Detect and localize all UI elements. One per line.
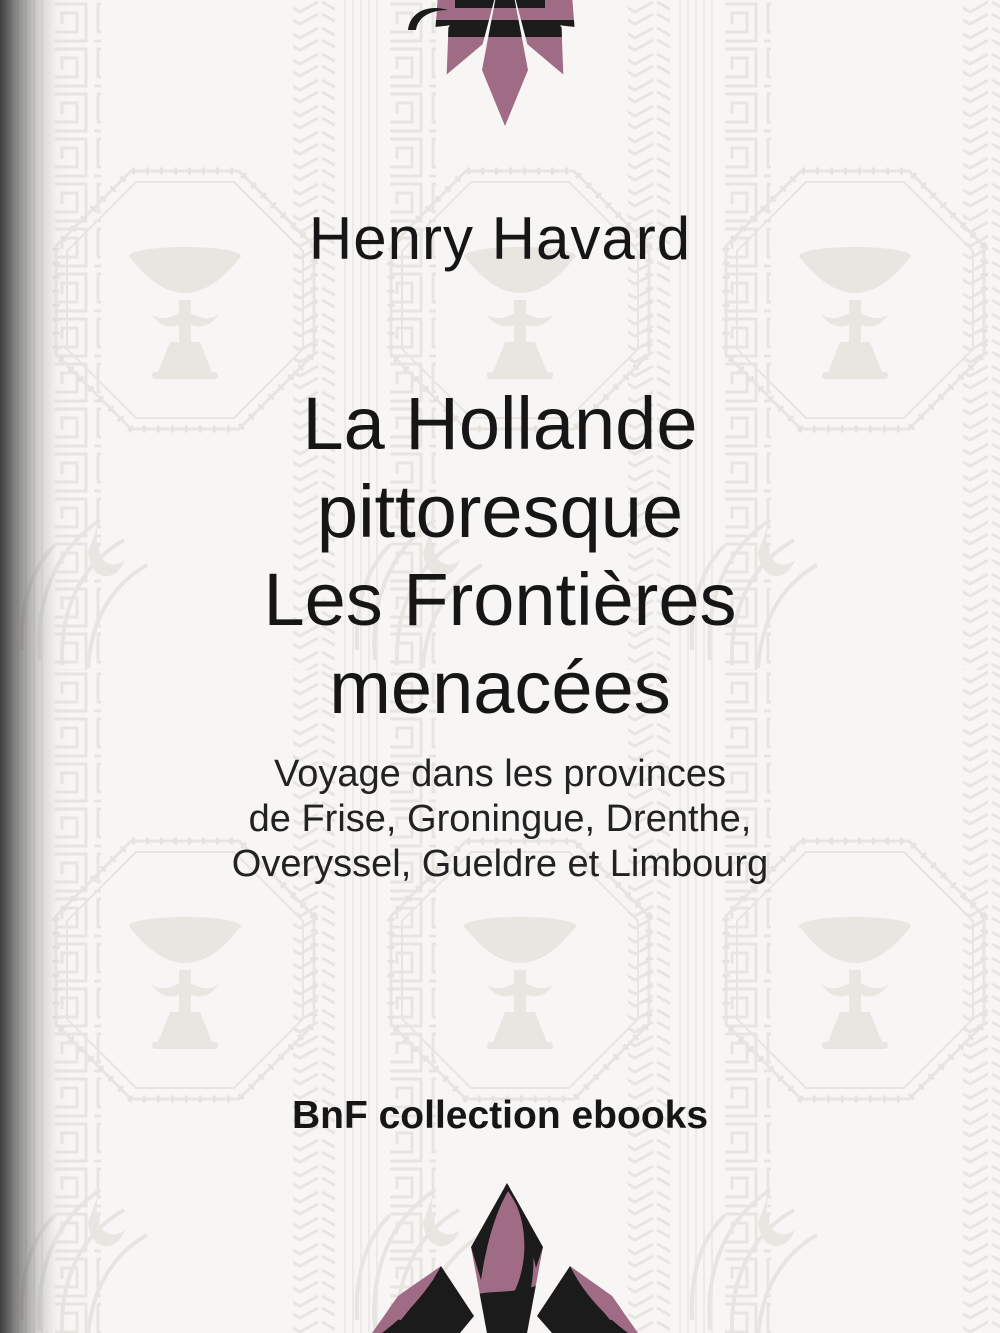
subtitle-line-2: de Frise, Groningue, Drenthe, bbox=[248, 798, 752, 840]
title-line-1: La Hollande bbox=[302, 382, 698, 465]
title-line-3: Les Frontières bbox=[263, 558, 737, 641]
book-subtitle bbox=[0, 752, 1000, 887]
subtitle-line-1: Voyage dans les provinces bbox=[273, 753, 727, 795]
title-line-4: menacées bbox=[329, 646, 671, 729]
subtitle-line-3: Overyssel, Gueldre et Limbourg bbox=[231, 843, 769, 885]
title-line-2: pittoresque bbox=[316, 470, 684, 553]
author-name: Henry Havard bbox=[308, 205, 692, 272]
book-title bbox=[0, 380, 1000, 732]
top-ornament bbox=[380, 0, 630, 150]
publisher-name bbox=[0, 1092, 1000, 1139]
bottom-ornament bbox=[360, 1180, 650, 1333]
publisher-text: BnF collection ebooks bbox=[291, 1094, 709, 1137]
